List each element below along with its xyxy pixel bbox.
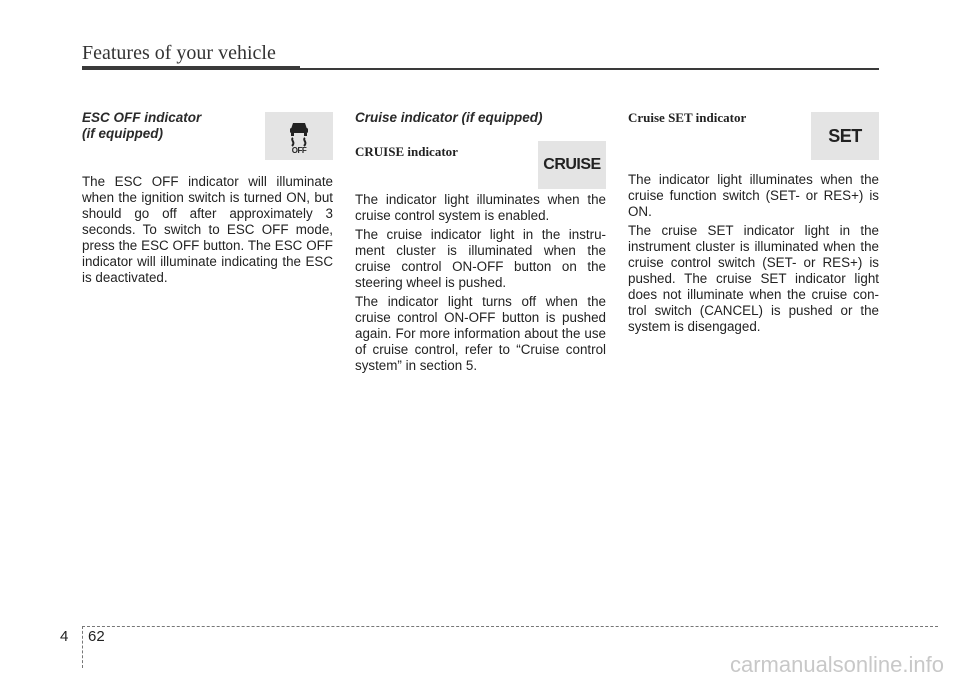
cruise-subheading: CRUISE indicator [355, 144, 458, 159]
header-rule-thin [300, 68, 879, 70]
esc-off-heading-line1: ESC OFF indicator [82, 110, 202, 125]
watermark: carmanualsonline.info [729, 652, 944, 677]
cruise-paragraph-2: The cruise indicator light in the instru-ment cluster is illuminated when the cruise control ON-OFF button on the steering wheel is pushed. [355, 227, 606, 290]
set-icon-label: SET [828, 125, 862, 146]
cruise-icon-label: CRUISE [543, 156, 601, 173]
footer-rule [82, 626, 938, 627]
cruise-paragraph-1: The indicator light illuminates when the cruise control system is enabled. [355, 192, 606, 223]
cruise-set-paragraph-1: The indicator light illuminates when the cruise function switch (SET- or RES+) is ON. [628, 172, 879, 219]
page-number: 62 [88, 628, 105, 645]
cruise-set-indicator-icon [811, 112, 879, 160]
cruise-set-heading: Cruise SET indicator [628, 110, 747, 125]
esc-off-icon-label: OFF [291, 145, 307, 155]
esc-off-indicator-icon [265, 112, 333, 160]
footer-divider [82, 626, 83, 668]
cruise-indicator-icon [538, 141, 606, 189]
cruise-paragraph-3: The indicator light turns off when the cruise control ON-OFF button is pushed again. For more information about the use of cruise control, refer to “Cruise control system” in section 5. [355, 294, 606, 373]
chapter-number: 4 [60, 628, 69, 645]
cruise-heading: Cruise indicator (if equipped) [355, 110, 543, 125]
cruise-set-paragraph-2: The cruise SET indicator light in the instrument cluster is illuminated when the cruise control switch (SET- or RES+) is pushed. The cruise SET indicator light does not illuminate when the cruise con-trol switch (CANCEL) is pushed or the system is disengaged. [628, 223, 879, 334]
header-title: Features of your vehicle [82, 42, 276, 64]
header-rule-thick [82, 66, 300, 70]
esc-off-body: The ESC OFF indicator will illuminate when the ignition switch is turned ON, but should go off after approximately 3 seconds. To switch to ESC OFF mode, press the ESC OFF button. The ESC OFF indicator will illuminate indicating the ESC is deactivated. [82, 174, 333, 285]
esc-off-heading-line2: (if equipped) [82, 126, 163, 141]
skidding-car-icon [284, 118, 314, 148]
